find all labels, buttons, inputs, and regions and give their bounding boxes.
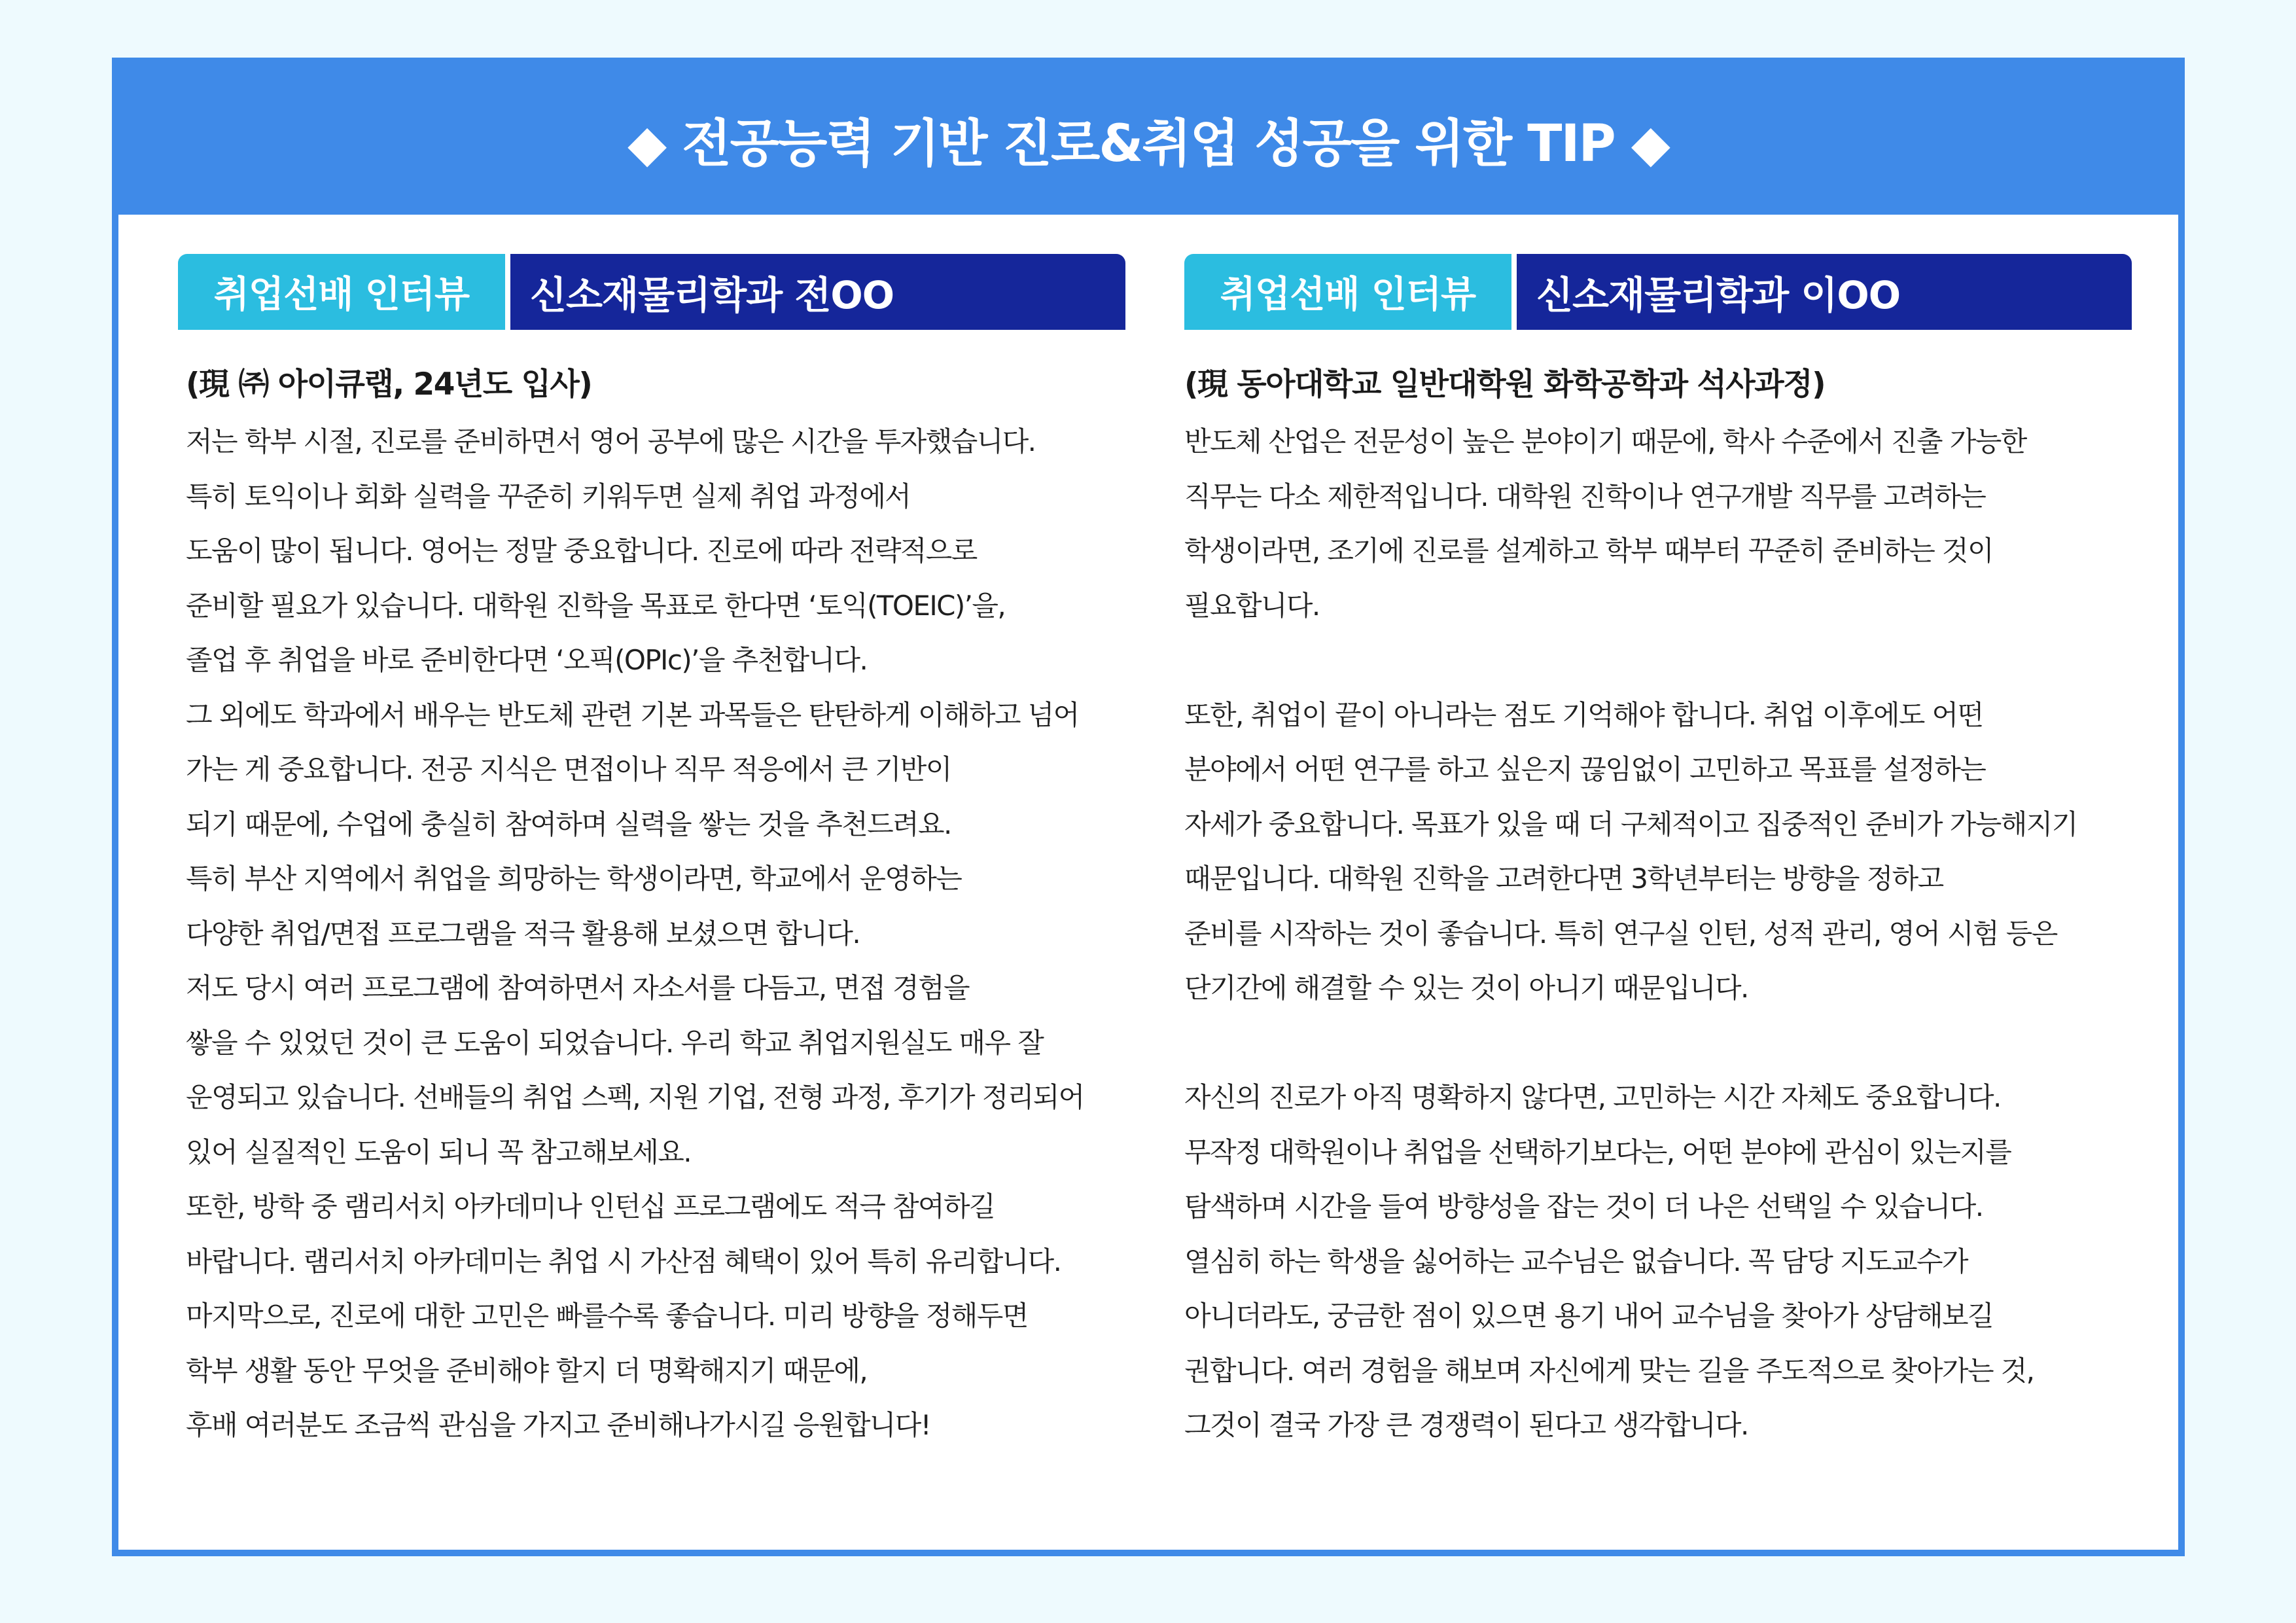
interview-tag-row [178,254,1140,330]
body-line: 준비할 필요가 있습니다. 대학원 진학을 목표로 한다면 ‘토익(TOEIC)’을, [186,589,1006,622]
body-line: 마지막으로, 진로에 대한 고민은 빠를수록 좋습니다. 미리 방향을 정해두면 [186,1300,1028,1332]
body-line: 바랍니다. 램리서치 아카데미는 취업 시 가산점 혜택이 있어 특히 유리합니다. [186,1245,1061,1277]
body-line: 무작정 대학원이나 취업을 선택하기보다는, 어떤 분야에 관심이 있는지를 [1184,1135,2011,1168]
body-line: 다양한 취업/면접 프로그램을 적극 활용해 보셨으면 합니다. [186,917,860,950]
header-banner [118,64,2178,215]
body-line: 탐색하며 시간을 들여 방향성을 잡는 것이 더 나은 선택일 수 있습니다. [1184,1190,1983,1222]
body-line: 열심히 하는 학생을 싫어하는 교수님은 없습니다. 꼭 담당 지도교수가 [1184,1245,1968,1277]
body-line: 단기간에 해결할 수 있는 것이 아니기 때문입니다. [1184,972,1748,1004]
body-line: 그것이 결국 가장 큰 경쟁력이 된다고 생각합니다. [1184,1409,1748,1441]
body-line-blank [1184,633,2146,688]
interviewee-name: 신소재물리학과 전OO [510,254,1125,330]
body-line: 학생이라면, 조기에 진로를 설계하고 학부 때부터 꾸준히 준비하는 것이 [1184,535,1993,567]
tip-card [112,58,2185,1556]
body-line: 분야에서 어떤 연구를 하고 싶은지 끊임없이 고민하고 목표를 설정하는 [1184,753,1986,785]
body-line: 운영되고 있습니다. 선배들의 취업 스펙, 지원 기업, 전형 과정, 후기가 정리되어 [186,1081,1084,1113]
body-line: 또한, 취업이 끝이 아니라는 점도 기억해야 합니다. 취업 이후에도 어떤 [1184,698,1983,731]
body-line: 후배 여러분도 조금씩 관심을 가지고 준비해나가시길 응원합니다! [186,1409,930,1441]
body-line: 도움이 많이 됩니다. 영어는 정말 중요합니다. 진로에 따라 전략적으로 [186,535,977,567]
body-line: 가는 게 중요합니다. 전공 지식은 면접이나 직무 적응에서 큰 기반이 [186,753,951,785]
body-line: 있어 실질적인 도움이 되니 꼭 참고해보세요. [186,1135,692,1168]
interview-body [178,414,1140,1453]
interviewee-affiliation: (現 동아대학교 일반대학원 화학공학과 석사과정) [1184,366,1826,402]
body-line: 저도 당시 여러 프로그램에 참여하면서 자소서를 다듬고, 면접 경험을 [186,972,969,1004]
body-line: 아니더라도, 궁금한 점이 있으면 용기 내어 교수님을 찾아가 상담해보길 [1184,1300,1993,1332]
interview-tag-row [1184,254,2146,330]
body-line: 학부 생활 동안 무엇을 준비해야 할지 더 명확해지기 때문에, [186,1354,868,1387]
page-title: ◆ 전공능력 기반 진로&취업 성공을 위한 TIP ◆ [627,115,1669,173]
body-line: 또한, 방학 중 램리서치 아카데미나 인턴십 프로그램에도 적극 참여하길 [186,1190,995,1222]
body-line: 반도체 산업은 전문성이 높은 분야이기 때문에, 학사 수준에서 진출 가능한 [1184,425,2026,457]
body-line: 직무는 다소 제한적입니다. 대학원 진학이나 연구개발 직무를 고려하는 [1184,480,1986,512]
body-line: 되기 때문에, 수업에 충실히 참여하며 실력을 쌓는 것을 추천드려요. [186,808,951,840]
body-line: 준비를 시작하는 것이 좋습니다. 특히 연구실 인턴, 성적 관리, 영어 시험 등은 [1184,917,2057,950]
interviewee-name: 신소재물리학과 이OO [1517,254,2132,330]
body-line: 필요합니다. [1184,589,1320,622]
interview-tag-label: 취업선배 인터뷰 [178,254,505,330]
interview-tag-label: 취업선배 인터뷰 [1184,254,1511,330]
body-line: 자신의 진로가 아직 명확하지 않다면, 고민하는 시간 자체도 중요합니다. [1184,1081,2001,1113]
body-line: 특히 토익이나 회화 실력을 꾸준히 키워두면 실제 취업 과정에서 [186,480,911,512]
interview-right [1184,254,2146,1453]
body-line: 권합니다. 여러 경험을 해보며 자신에게 맞는 길을 주도적으로 찾아가는 것, [1184,1354,2034,1387]
body-line: 쌓을 수 있었던 것이 큰 도움이 되었습니다. 우리 학교 취업지원실도 매우 잘 [186,1026,1044,1059]
interview-body [1184,414,2146,1453]
body-line: 때문입니다. 대학원 진학을 고려한다면 3학년부터는 방향을 정하고 [1184,863,1943,895]
interview-left [178,254,1140,1453]
body-line-blank [1184,1016,2146,1071]
body-line: 특히 부산 지역에서 취업을 희망하는 학생이라면, 학교에서 운영하는 [186,863,962,895]
body-line: 그 외에도 학과에서 배우는 반도체 관련 기본 과목들은 탄탄하게 이해하고 넘어 [186,698,1079,731]
body-line: 저는 학부 시절, 진로를 준비하면서 영어 공부에 많은 시간을 투자했습니다. [186,425,1036,457]
interviewee-affiliation: (現 ㈜ 아이큐랩, 24년도 입사) [186,366,592,402]
body-line: 졸업 후 취업을 바로 준비한다면 ‘오픽(OPIc)’을 추천합니다. [186,644,868,676]
body-line: 자세가 중요합니다. 목표가 있을 때 더 구체적이고 집중적인 준비가 가능해지기 [1184,808,2077,840]
